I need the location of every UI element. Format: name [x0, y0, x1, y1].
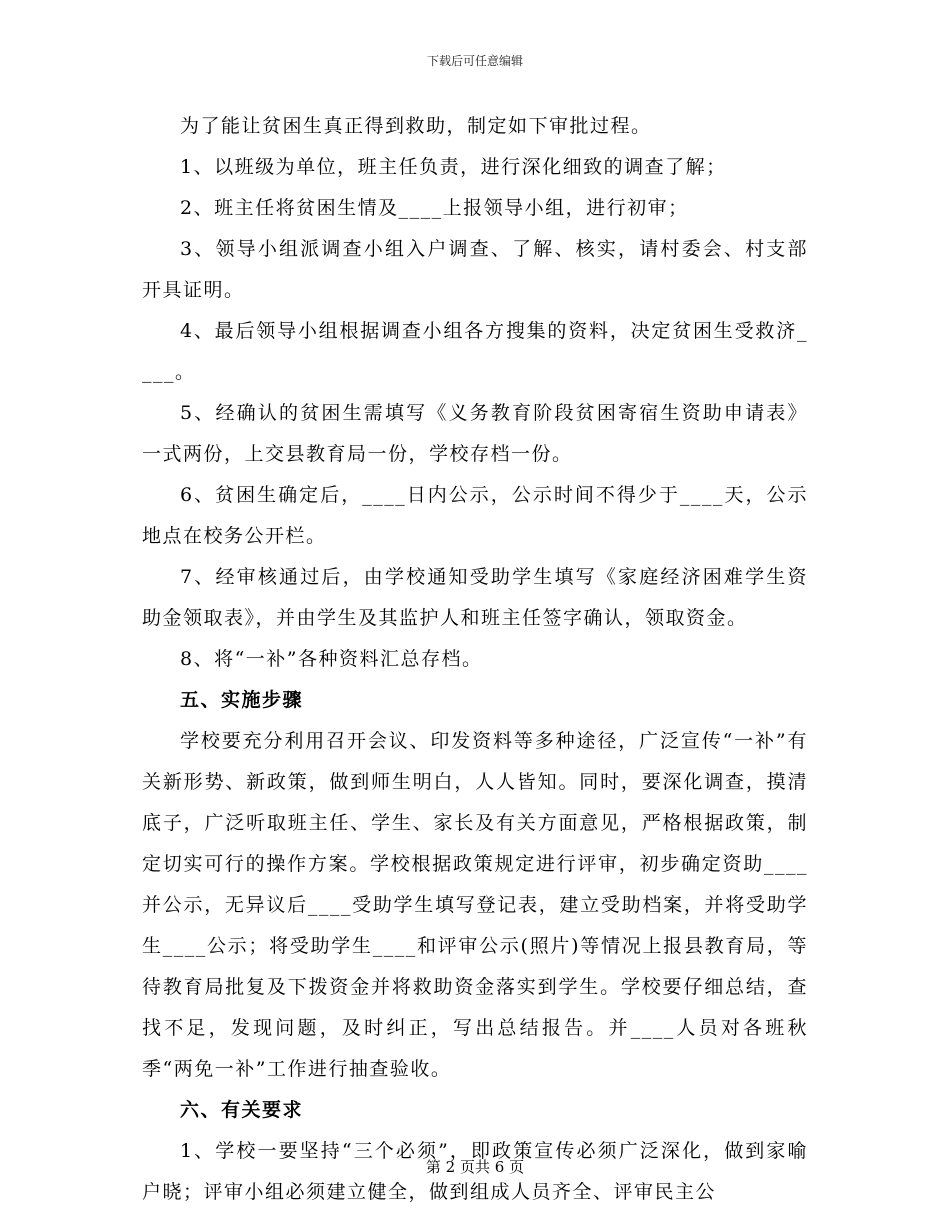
section-heading-implementation: 五、实施步骤 — [180, 689, 304, 711]
paragraph-step-8: 8、将“一补”各种资料汇总存档。 — [180, 648, 483, 670]
page-number-footer: 第 2 页共 6 页 — [425, 1158, 525, 1176]
paragraph-requirement-1: 1、学校一要坚持“三个必须”，即政策宣传必须广泛深化，做到家喻户晓；评审小组必须建立健全，做到组成人员齐全、评审民主公 — [142, 1140, 808, 1203]
section-heading-requirements: 六、有关要求 — [180, 1099, 304, 1121]
paragraph-step-3: 3、领导小组派调查小组入户调查、了解、核实，请村委会、村支部开具证明。 — [142, 238, 808, 301]
paragraph-step-6: 6、贫困生确定后，____日内公示，公示时间不得少于____天，公示地点在校务公开栏。 — [142, 484, 808, 547]
paragraph-step-2: 2、班主任将贫困生情及____上报领导小组，进行初审； — [180, 197, 689, 219]
document-body — [142, 106, 808, 1213]
page-header: 下载后可任意编辑 — [426, 54, 523, 68]
paragraph-step-5: 5、经确认的贫困生需填写《义务教育阶段贫困寄宿生资助申请表》一式两份，上交县教育局一份，学校存档一份。 — [142, 402, 808, 465]
paragraph-step-4: 4、最后领导小组根据调查小组各方搜集的资料，决定贫困生受救济____。 — [142, 320, 808, 383]
paragraph-implementation: 学校要充分利用召开会议、印发资料等多种途径，广泛宣传“一补”有关新形势、新政策，做到师生明白，人人皆知。同时，要深化调查，摸清底子，广泛听取班主任、学生、家长及有关方面意见，严格根据政策，制定切实可行的操作方案。学校根据政策规定进行评审，初步确定资助____并公示，无异议后____受助学生填写登记表，建立受助档案，并将受助学生____公示；将受助学生____和评审公示(照片)等情况上报县教育局，等待教育局批复及下拨资金并将救助资金落实到学生。学校要仔细总结，查找不足，发现问题，及时纠正，写出总结报告。并____人员对各班秋季“两免一补”工作进行抽查验收。 — [142, 730, 808, 1080]
paragraph-approval-intro: 为了能让贫困生真正得到救助，制定如下审批过程。 — [180, 115, 652, 137]
paragraph-step-1: 1、以班级为单位，班主任负责，进行深化细致的调查了解； — [180, 156, 727, 178]
paragraph-step-7: 7、经审核通过后，由学校通知受助学生填写《家庭经济困难学生资助金领取表》，并由学生及其监护人和班主任签字确认，领取资金。 — [142, 566, 808, 629]
